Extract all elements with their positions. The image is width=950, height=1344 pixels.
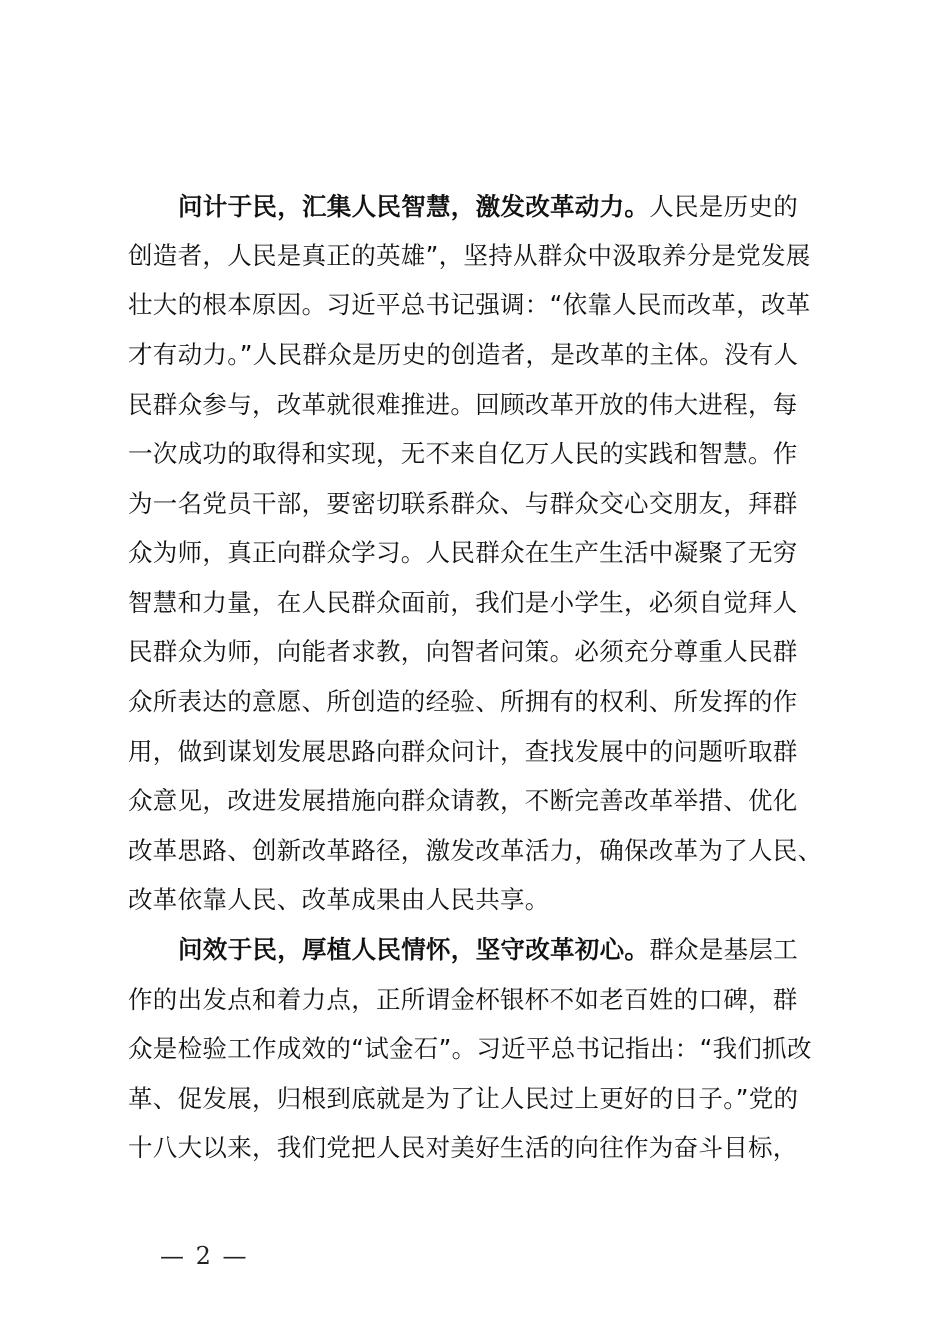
paragraph-line: [178, 192, 848, 222]
paragraph-line: 壮大的根本原因。习近平总书记强调：“依靠人民而改革，改革: [128, 290, 811, 319]
paragraph-line: 一次成功的取得和实现，无不来自亿万人民的实践和智慧。作: [128, 439, 798, 468]
paragraph-line: 作的出发点和着力点，正所谓金杯银杯不如老百姓的口碑，群: [128, 985, 798, 1014]
paragraph-line: 智慧和力量，在人民群众面前，我们是小学生，必须自觉拜人: [128, 588, 798, 617]
paragraph-text: 人民是历史的: [649, 192, 799, 221]
paragraph-line: 用，做到谋划发展思路向群众问计，查找发展中的问题听取群: [128, 737, 798, 766]
paragraph-line: 改革依靠人民、改革成果由人民共享。: [128, 885, 550, 914]
paragraph-line: 众意见，改进发展措施向群众请教，不断完善改革举措、优化: [128, 786, 798, 815]
paragraph-line: 众所表达的意愿、所创造的经验、所拥有的权利、所发挥的作: [128, 687, 798, 716]
page-number: — 2 —: [160, 1242, 249, 1270]
paragraph-line: 革、促发展，归根到底就是为了让人民过上更好的日子。”党的: [128, 1084, 799, 1113]
paragraph-line: 为一名党员干部，要密切联系群众、与群众交心交朋友，拜群: [128, 489, 798, 518]
paragraph-line: 民群众为师，向能者求教，向智者问策。必须充分尊重人民群: [128, 637, 798, 666]
paragraph-heading: 问计于民，汇集人民智慧，激发改革动力。: [178, 192, 650, 221]
paragraph-line: 十八大以来，我们党把人民对美好生活的向往作为奋斗目标，: [128, 1133, 798, 1162]
paragraph-line: 改革思路、创新改革路径，激发改革活力，确保改革为了人民、: [128, 836, 823, 865]
paragraph-line: 民群众参与，改革就很难推进。回顾改革开放的伟大进程，每: [128, 390, 798, 419]
paragraph-line: 才有动力。”人民群众是历史的创造者，是改革的主体。没有人: [128, 340, 799, 369]
paragraph-text: 群众是基层工: [649, 935, 799, 964]
paragraph-heading: 问效于民，厚植人民情怀，坚守改革初心。: [178, 935, 650, 964]
paragraph-line: 众是检验工作成效的“试金石”。习近平总书记指出：“我们抓改: [128, 1034, 812, 1063]
paragraph-line: 创造者，人民是真正的英雄”，坚持从群众中汲取养分是党发展: [128, 241, 811, 270]
paragraph-line: 众为师，真正向群众学习。人民群众在生产生活中凝聚了无穷: [128, 538, 798, 567]
paragraph-line: [178, 935, 848, 965]
